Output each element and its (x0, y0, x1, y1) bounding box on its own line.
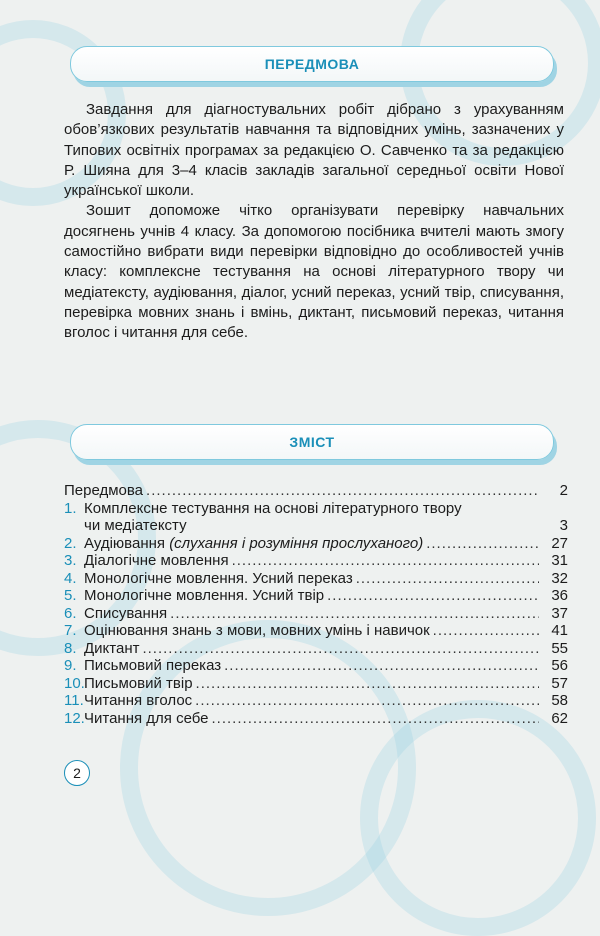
toc-item-number: 11. (64, 692, 84, 709)
toc-item[interactable] (64, 692, 568, 710)
toc-item[interactable] (64, 605, 568, 623)
toc-item-page: 58 (551, 692, 568, 709)
toc-item-label: Письмовий твір (84, 674, 193, 692)
toc-item-label: Аудіювання (слухання і розуміння прослуханого) (84, 534, 424, 552)
table-of-contents (64, 482, 568, 727)
toc-item-page: 36 (551, 587, 568, 604)
toc-leader-dots (212, 710, 539, 727)
toc-item-page: 32 (551, 569, 568, 587)
toc-item-number: 4. (64, 569, 77, 587)
toc-item-label: Оцінювання знань з мови, мовних умінь і навичок (84, 622, 430, 639)
toc-item-number: 1. (64, 499, 77, 517)
toc-item[interactable] (64, 482, 568, 500)
toc-item-page: 56 (551, 657, 568, 674)
contents-title: ЗМІСТ (289, 434, 335, 450)
toc-item[interactable] (64, 570, 568, 588)
toc-item-number: 12. (64, 709, 85, 727)
toc-leader-dots (232, 552, 539, 569)
toc-item[interactable] (64, 552, 568, 570)
toc-item-label: Діалогічне мовлення (84, 552, 229, 569)
foreword-title: ПЕРЕДМОВА (264, 56, 360, 72)
toc-item-page: 27 (551, 534, 568, 552)
toc-leader-dots (327, 587, 539, 604)
toc-item-label: Монологічне мовлення. Усний твір (84, 587, 325, 604)
toc-item-page: 3 (559, 517, 568, 534)
toc-item-number: 10. (64, 674, 85, 692)
page-number: 2 (64, 760, 90, 786)
toc-item-label-italic: (слухання і розуміння прослуханого) (169, 534, 424, 552)
foreword-banner (70, 46, 554, 82)
toc-item-label: Монологічне мовлення. Усний переказ (84, 569, 353, 587)
toc-item-page: 31 (551, 552, 568, 569)
toc-item-number: 6. (64, 604, 77, 622)
toc-item-number: 9. (64, 657, 77, 674)
toc-item-page: 57 (551, 674, 568, 692)
toc-item-number: 5. (64, 587, 77, 604)
toc-leader-dots (146, 482, 539, 499)
toc-item[interactable] (64, 675, 568, 693)
toc-item-label: Читання вголос (84, 692, 193, 709)
toc-item-label: чи медіатексту (84, 517, 187, 534)
toc-item-number: 7. (64, 622, 77, 639)
toc-item-page: 55 (551, 639, 568, 657)
toc-item[interactable] (64, 640, 568, 658)
toc-leader-dots (170, 605, 539, 622)
toc-leader-dots (142, 640, 539, 657)
toc-leader-dots (356, 570, 539, 587)
toc-item-page: 2 (559, 482, 568, 499)
toc-item-number: 8. (64, 639, 77, 657)
toc-item[interactable] (64, 535, 568, 553)
toc-item-page: 41 (551, 622, 568, 639)
toc-item[interactable] (64, 657, 568, 675)
toc-item-label: Читання для себе (84, 709, 209, 727)
toc-leader-dots (195, 692, 539, 709)
toc-item-label: Списування (84, 604, 168, 622)
foreword-paragraph: Завдання для діагностувальних робіт дібрано з урахуванням обов’язкових результатів навчання та відповідних умінь, зазначених у Типових освітніх програмах за редакцією О. Савченко та за редакцією Р. Шияна для 3–4 класів закладів загальної середньої освіти Нової української школи. (64, 101, 564, 200)
toc-item-label: Передмова (64, 482, 144, 499)
contents-banner (70, 424, 554, 460)
toc-item[interactable] (64, 587, 568, 605)
toc-leader-dots (433, 622, 539, 639)
toc-item-label: Письмовий переказ (84, 657, 222, 674)
toc-item-number: 2. (64, 534, 77, 552)
foreword-text (64, 100, 564, 344)
toc-leader-dots (426, 535, 539, 552)
toc-item-label: Диктант (84, 639, 140, 657)
toc-leader-dots (196, 675, 539, 692)
toc-leader-dots (224, 657, 539, 674)
toc-item-number: 3. (64, 552, 77, 569)
toc-item-label: Комплексне тестування на основі літературного твору (84, 499, 462, 517)
toc-item-page: 62 (551, 709, 568, 727)
toc-item[interactable] (64, 622, 568, 640)
toc-item-page: 37 (551, 604, 568, 622)
foreword-paragraph: Зошит допоможе чітко організувати перевірку навчальних досягнень учнів 4 класу. За допомогою посібника вчителі мають змогу самостійно вибрати види перевірки відповідно до особливостей учнів класу: комплексне тестування на основі літературного твору чи медіатексту, аудіювання, діалог, усний переказ, усний твір, списування, перевірка мовних знань і вмінь, диктант, письмовий переказ, читання вголос і читання для себе. (64, 202, 564, 342)
toc-item[interactable] (64, 710, 568, 728)
toc-item[interactable] (64, 517, 568, 535)
toc-item[interactable] (64, 500, 568, 518)
background-ring (360, 700, 596, 936)
